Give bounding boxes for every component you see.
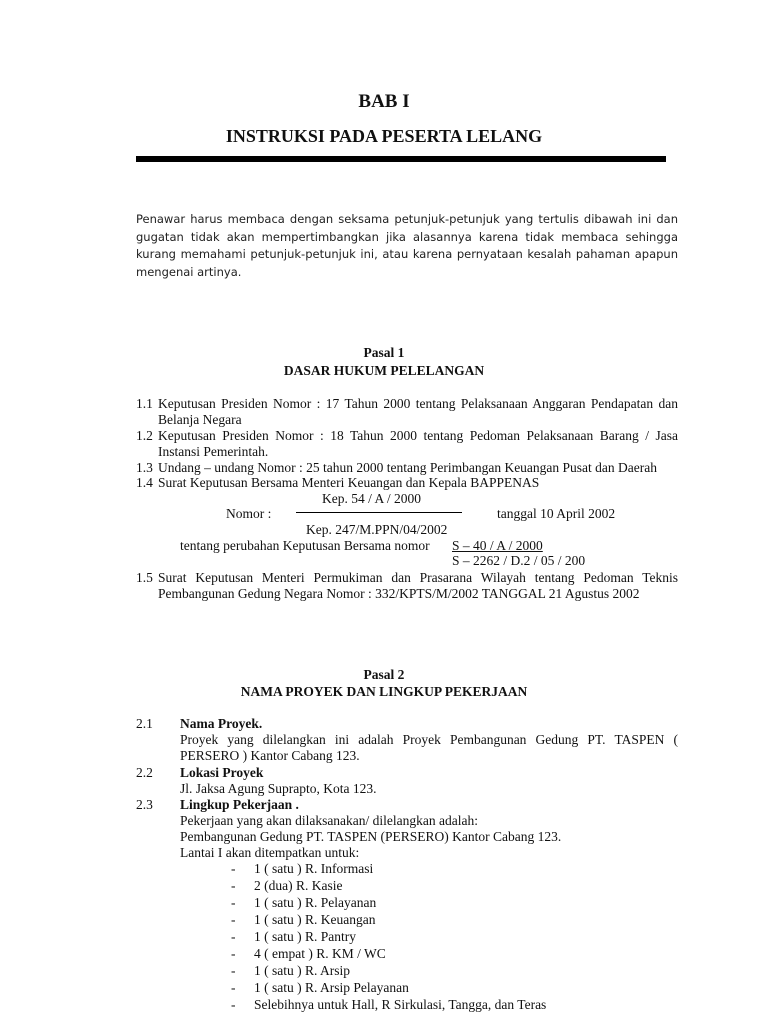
list-item: 1 ( satu ) R. Informasi [254,861,374,876]
perubahan-label: tentang perubahan Keputusan Bersama nomor [180,538,430,553]
section-line: Lantai I akan ditempatkan untuk: [180,845,360,860]
item-number: 1.5 [136,570,153,585]
pasal-1-label: Pasal 1 [363,345,405,360]
section-text: Proyek yang dilelangkan ini adalah Proyek Pembangunan Gedung PT. TASPEN ( PERSERO ) Kantor Cabang 123. [180,732,678,763]
item-text: Surat Keputusan Menteri Permukiman dan Prasarana Wilayah tentang Pedoman Teknis Pembangunan Gedung Negara Nomor : 332/KPTS/M/2002 TANGGAL 21 Agustus 2002 [158,570,678,601]
section-heading: Lokasi Proyek [180,765,264,780]
intro-paragraph: Penawar harus membaca dengan seksama petunjuk-petunjuk yang tertulis dibawah ini dan gugatan tidak akan mempertimbangkan jika alasannya karena tidak membaca sehingga kurang memahami petunjuk-petunjuk ini, atau karena pernyataan kesalah pahaman apapun mengenai artinya. [136,212,678,279]
item-text: Keputusan Presiden Nomor : 17 Tahun 2000 tentang Pelaksanaan Anggaran Pendapatan dan Belanja Negara [158,396,678,427]
nomor-label: Nomor : [226,506,272,521]
list-bullet: - [231,895,236,910]
fraction-line [296,512,462,513]
list-item: 4 ( empat ) R. KM / WC [254,946,386,961]
section-line: Pembangunan Gedung PT. TASPEN (PERSERO) Kantor Cabang 123. [180,829,562,844]
list-bullet: - [231,980,236,995]
list-bullet: - [231,929,236,944]
list-bullet: - [231,861,236,876]
list-bullet: - [231,997,236,1012]
list-bullet: - [231,946,236,961]
kep-bottom: Kep. 247/M.PPN/04/2002 [306,522,448,537]
chapter-title: INSTRUKSI PADA PESERTA LELANG [225,126,543,146]
item-number: 1.2 [136,428,153,443]
item-number: 1.3 [136,460,153,475]
pasal-2-title: NAMA PROYEK DAN LINGKUP PEKERJAAN [240,684,528,699]
item-number: 1.1 [136,396,153,411]
item-number: 1.4 [136,475,153,490]
list-item: 1 ( satu ) R. Keuangan [254,912,376,927]
list-item: 1 ( satu ) R. Arsip Pelayanan [254,980,409,995]
list-item: 2 (dua) R. Kasie [254,878,343,893]
list-item: Selebihnya untuk Hall, R Sirkulasi, Tangga, dan Teras [254,997,547,1012]
item-text: Keputusan Presiden Nomor : 18 Tahun 2000 tentang Pedoman Pelaksanaan Barang / Jasa Instansi Pemerintah. [158,428,678,459]
list-bullet: - [231,878,236,893]
list-bullet: - [231,963,236,978]
section-heading: Nama Proyek. [180,716,263,731]
list-item: 1 ( satu ) R. Pantry [254,929,356,944]
pasal-1-title: DASAR HUKUM PELELANGAN [283,363,485,378]
list-item: 1 ( satu ) R. Pelayanan [254,895,377,910]
item-text: Undang – undang Nomor : 25 tahun 2000 tentang Perimbangan Keuangan Pusat dan Daerah [158,460,658,475]
list-item: 1 ( satu ) R. Arsip [254,963,350,978]
section-text: Jl. Jaksa Agung Suprapto, Kota 123. [180,781,377,796]
list-bullet: - [231,912,236,927]
kep-top: Kep. 54 / A / 2000 [322,491,422,506]
section-number: 2.3 [136,797,153,812]
s-top: S – 40 / A / 2000 [452,538,543,553]
section-line: Pekerjaan yang akan dilaksanakan/ dilelangkan adalah: [180,813,479,828]
section-number: 2.2 [136,765,153,780]
item-text: Surat Keputusan Bersama Menteri Keuangan dan Kepala BAPPENAS [158,475,540,490]
section-number: 2.1 [136,716,153,731]
chapter-label: BAB I [358,91,410,112]
s-bottom: S – 2262 / D.2 / 05 / 200 [452,553,586,568]
pasal-2-label: Pasal 2 [363,667,405,682]
section-heading: Lingkup Pekerjaan . [180,797,299,812]
tanggal: tanggal 10 April 2002 [497,506,616,521]
title-divider [136,156,666,162]
